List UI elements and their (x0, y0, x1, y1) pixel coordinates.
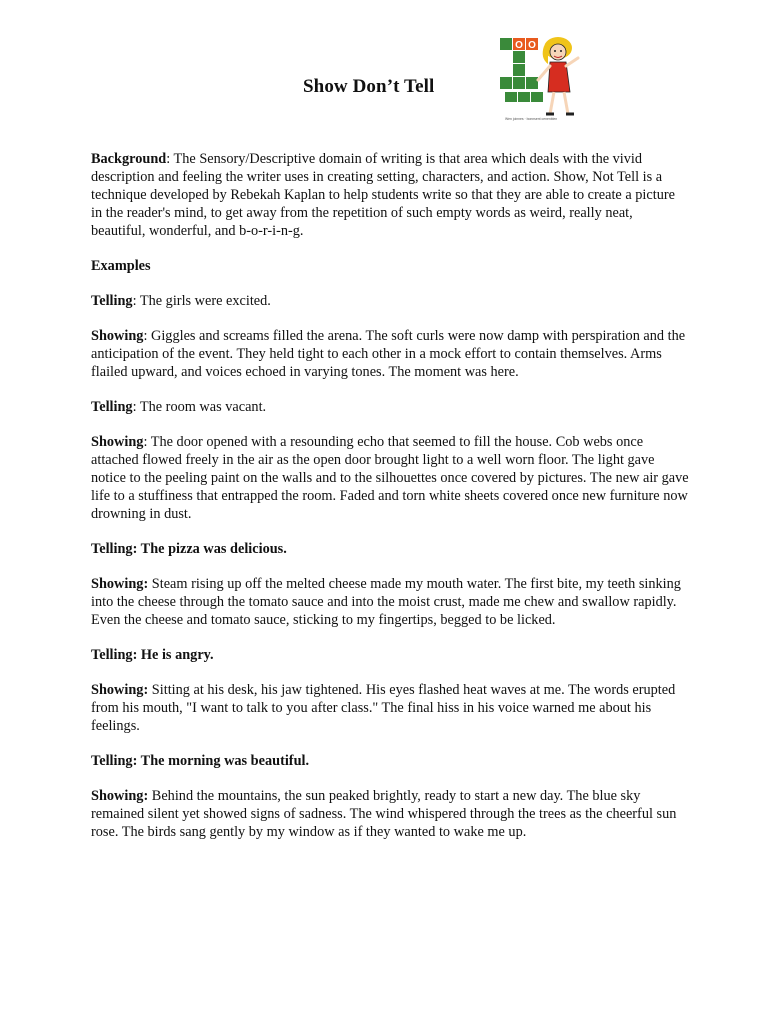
showing-label: Showing (91, 328, 144, 344)
document-body (91, 150, 689, 858)
example-5-telling: Telling: The morning was beautiful. (91, 753, 310, 769)
cartoon-woman-with-letter-tiles-icon (496, 34, 592, 126)
showing-label: Showing (91, 434, 144, 450)
examples-heading: Examples (91, 258, 151, 274)
tile-letter-2: O (528, 40, 536, 51)
showing-text: : The door opened with a resounding echo that seemed to fill the house. Cob webs once attached flowed freely in the air as the open door brought light to a well worn floor. The light gave notice to the peeling paint on the walls and to the silhouettes once covered by pictures. The new air gave life to a stuffiness that entrapped the room. Faded and torn white sheets covered once new furniture now drowning in dust. (91, 434, 689, 522)
example-4-telling: Telling: He is angry. (91, 647, 214, 663)
example-1-telling (91, 292, 689, 310)
background-label: Background (91, 151, 167, 167)
showing-text: Behind the mountains, the sun peaked brightly, ready to start a new day. The blue sky remained silent yet showed signs of sadness. The wind whispered through the trees as the cheerful sun rose. The birds sang gently by my window as if they wanted to wake me up. (91, 788, 677, 840)
telling-text: : The room was vacant. (132, 399, 267, 415)
telling-text: : The girls were excited. (132, 293, 271, 309)
telling-label: Telling (91, 399, 133, 415)
example-3-telling: Telling: The pizza was delicious. (91, 541, 287, 557)
showing-text: Sitting at his desk, his jaw tightened. His eyes flashed heat waves at me. The words erupted from his mouth, "I want to talk to you after class." The final hiss in his voice warned me about his feelings. (91, 682, 676, 734)
page-title: Show Don’t Tell (303, 76, 435, 97)
clipart-caption: Wen joinnes · bonnsent cenenblen (505, 117, 558, 121)
showing-label: Showing: (91, 682, 149, 698)
showing-text: : Giggles and screams filled the arena. The soft curls were now damp with perspiration and the anticipation of the event. They held tight to each other in a mock effort to contain themselves. Arms flailed upward, and voices echoed in varying tones. The moment was here. (91, 328, 686, 380)
showing-text: Steam rising up off the melted cheese made my mouth water. The first bite, my teeth sinking into the cheese through the tomato sauce and into the moist crust, made me chew and swallow rapidly. Even the cheese and tomato sauce, sticking to my fingertips, begged to be licked. (91, 576, 681, 628)
background-paragraph (91, 150, 689, 240)
example-5-showing (91, 787, 689, 841)
tile-letter-1: O (515, 40, 523, 51)
example-4-showing (91, 681, 689, 735)
example-2-telling (91, 398, 689, 416)
telling-label: Telling (91, 293, 133, 309)
example-1-showing (91, 327, 689, 381)
example-3-showing (91, 575, 689, 629)
showing-label: Showing: (91, 788, 149, 804)
example-2-showing (91, 433, 689, 523)
background-text: : The Sensory/Descriptive domain of writing is that area which deals with the vivid description and feeling the writer uses in creating setting, characters, and action. Show, Not Tell is a technique developed by Rebekah Kaplan to help students write so that they are able to create a picture in the reader's mind, to get away from the repetition of such empty words as weird, really neat, beautiful, wonderful, and b-o-r-i-n-g. (91, 151, 675, 239)
showing-label: Showing: (91, 576, 149, 592)
